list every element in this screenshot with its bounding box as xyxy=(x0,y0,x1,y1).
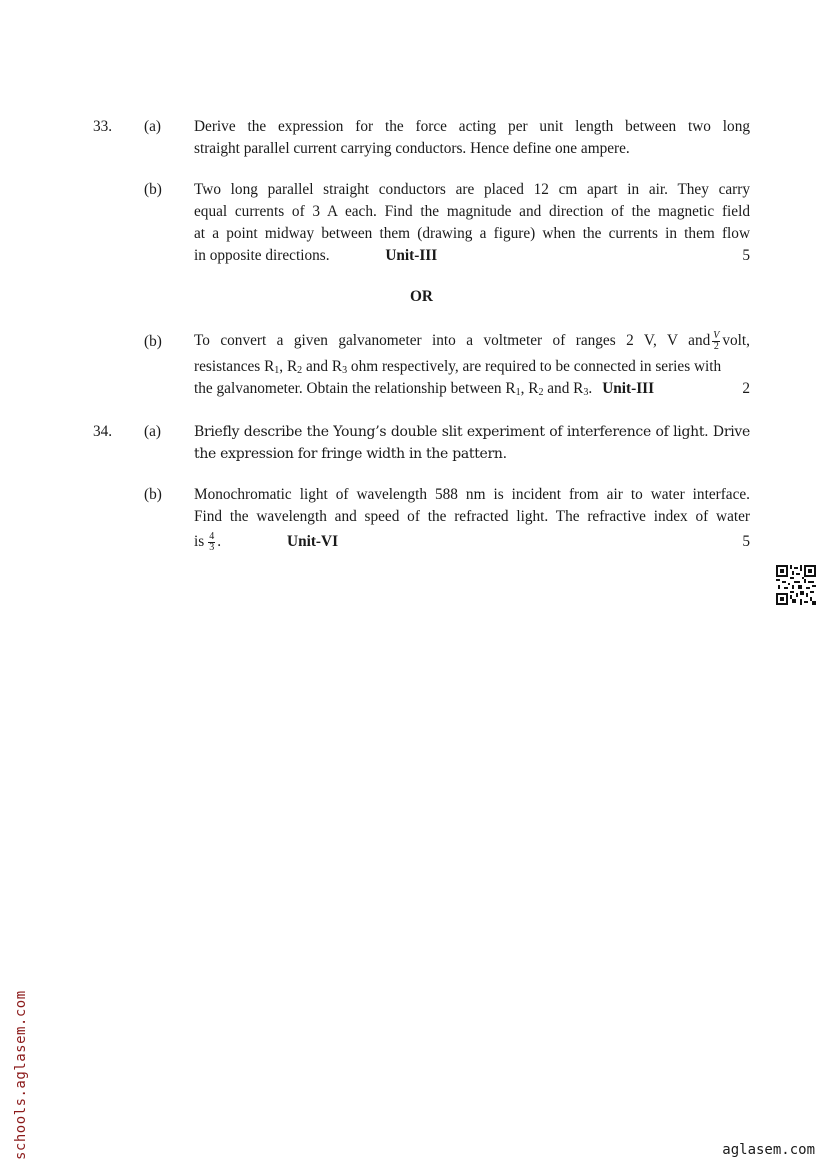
text-line: at a point midway between them (drawing a figure) when the currents in them flow xyxy=(194,225,750,242)
q33-part-a-text xyxy=(194,116,750,160)
text-fragment: ohm respectively, are required to be connected in series with xyxy=(347,358,722,375)
q34-part-b-text xyxy=(194,484,750,556)
subscript: 3 xyxy=(342,365,348,376)
q33-alt-part-b-text xyxy=(194,326,750,400)
text-line: equal currents of 3 A each. Find the magnitude and direction of the magnetic field xyxy=(194,203,750,220)
question-number-34: 34. xyxy=(93,423,113,440)
fraction-v-over-2 xyxy=(712,331,720,352)
unit-tag: Unit-III xyxy=(385,247,438,264)
text-fragment: To convert a given galvanometer into a voltmeter of ranges 2 V, V and xyxy=(194,332,711,349)
text-fragment: the galvanometer. Obtain the relationship between R xyxy=(194,380,516,397)
marks: 5 xyxy=(742,247,750,264)
subscript: 2 xyxy=(538,387,544,398)
subscript: 3 xyxy=(583,387,589,398)
subscript: 1 xyxy=(515,387,521,398)
q33-part-b-text xyxy=(194,179,750,267)
text-fragment: volt, xyxy=(722,332,750,349)
question-number-33: 33. xyxy=(93,118,113,135)
q33-part-b-label: (b) xyxy=(144,181,162,198)
text-line xyxy=(194,378,750,400)
subscript: 2 xyxy=(297,365,303,376)
footer-watermark: aglasem.com xyxy=(722,1142,815,1158)
or-separator: OR xyxy=(410,288,433,305)
text-fragment: and R xyxy=(302,358,343,375)
text-fragment: . xyxy=(217,533,222,550)
text-line: the expression for fringe width in the pattern. xyxy=(194,446,507,462)
text-fragment: , R xyxy=(279,358,298,375)
q33-alt-part-b-label: (b) xyxy=(144,333,162,350)
text-line xyxy=(194,245,750,267)
text-fragment: . xyxy=(588,380,593,397)
fraction-denominator: 2 xyxy=(713,340,719,352)
unit-tag: Unit-VI xyxy=(287,533,339,550)
text-line: straight parallel current carrying conductors. Hence define one ampere. xyxy=(194,140,630,157)
subscript: 1 xyxy=(274,365,280,376)
fraction-4-over-3 xyxy=(208,532,215,553)
text-line: Two long parallel straight conductors are placed 12 cm apart in air. They carry xyxy=(194,181,750,198)
unit-tag: Unit-III xyxy=(602,380,655,397)
text-line xyxy=(194,356,750,378)
q34-part-a-text xyxy=(194,421,750,465)
marks: 2 xyxy=(742,380,750,397)
text-fragment: is xyxy=(194,533,205,550)
side-watermark: schools.aglasem.com xyxy=(13,990,29,1160)
q34-part-b-label: (b) xyxy=(144,486,162,503)
text-line xyxy=(194,326,750,356)
text-line: Derive the expression for the force acting per unit length between two long xyxy=(194,118,750,135)
text-fragment: and R xyxy=(543,380,584,397)
text-line: Find the wavelength and speed of the refracted light. The refractive index of water xyxy=(194,508,750,525)
qr-code-icon xyxy=(776,565,816,605)
marks: 5 xyxy=(742,533,750,550)
text-line xyxy=(194,528,750,556)
text-line: Briefly describe the Young’s double slit experiment of interference of light. Drive xyxy=(194,424,750,440)
fraction-numerator: 4 xyxy=(209,530,215,542)
fraction-numerator: V xyxy=(713,329,720,341)
text-fragment: , R xyxy=(520,380,539,397)
text-fragment: resistances R xyxy=(194,358,275,375)
q34-part-a-label: (a) xyxy=(144,423,161,440)
q33-part-a-label: (a) xyxy=(144,118,161,135)
text-fragment: in opposite directions. xyxy=(194,247,330,264)
fraction-denominator: 3 xyxy=(209,541,215,553)
text-line: Monochromatic light of wavelength 588 nm is incident from air to water interface. xyxy=(194,486,750,503)
